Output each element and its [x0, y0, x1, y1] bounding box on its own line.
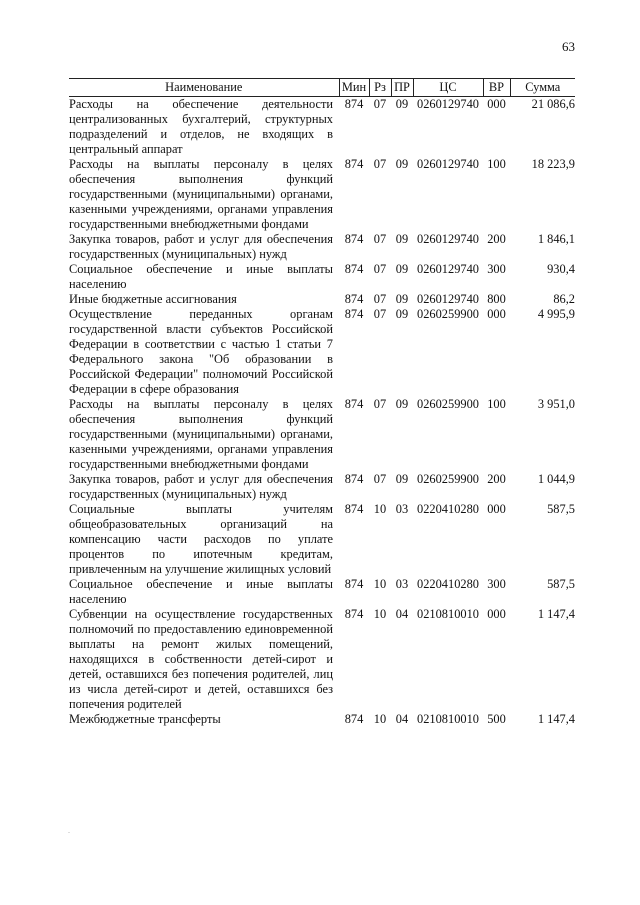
cell-vr: 000 — [487, 607, 506, 621]
cell-vr: 200 — [487, 232, 506, 246]
table-row — [69, 232, 575, 262]
table-row — [69, 712, 575, 727]
cell-rz: 07 — [373, 307, 387, 321]
cell-rz: 10 — [373, 577, 387, 591]
cell-name: Социальное обеспечение и иные выплаты населению — [69, 262, 333, 291]
cell-cs: 0260129740 — [417, 292, 479, 306]
table-row — [69, 397, 575, 472]
cell-min: 874 — [344, 577, 364, 591]
cell-sum: 3 951,0 — [537, 397, 575, 411]
cell-rz: 07 — [373, 97, 387, 111]
cell-vr: 200 — [487, 472, 506, 486]
cell-rz: 07 — [373, 157, 387, 171]
header-cs: ЦС — [413, 79, 483, 97]
cell-sum: 21 086,6 — [531, 97, 575, 111]
cell-name: Осуществление переданных органам государственной власти субъектов Российской Федерации в соответствии с частью 1 статьи 7 Федерального закона "Об образовании в Российской Федерации" полномочий Российской Федерации в сфере образования — [69, 307, 333, 396]
cell-min: 874 — [344, 97, 364, 111]
scan-mark: . — [68, 826, 70, 835]
cell-pr: 09 — [395, 397, 409, 411]
cell-vr: 000 — [487, 307, 506, 321]
cell-min: 874 — [344, 232, 364, 246]
cell-min: 874 — [344, 502, 364, 516]
table-row — [69, 292, 575, 307]
header-vr: ВР — [483, 79, 510, 97]
cell-cs: 0220410280 — [417, 502, 479, 516]
cell-vr: 000 — [487, 502, 506, 516]
cell-cs: 0260129740 — [417, 97, 479, 111]
table-row — [69, 307, 575, 397]
header-min: Мин — [339, 79, 369, 97]
header-pr: ПР — [391, 79, 413, 97]
cell-pr: 04 — [395, 607, 409, 621]
cell-min: 874 — [344, 307, 364, 321]
header-sum: Сумма — [510, 79, 575, 97]
cell-pr: 09 — [395, 292, 409, 306]
cell-name: Расходы на выплаты персоналу в целях обеспечения выполнения функций государственными (муниципальными) органами, казенными учреждениями, органами управления государственными внебюджетными фондами — [69, 397, 333, 471]
cell-name: Субвенции на осуществление государственных полномочий по предоставлению единовременной выплаты на ремонт жилых помещений, находящихся в собственности детей-сирот и детей, оставшихся без попечения родителей, лиц из числа детей-сирот и детей, оставшихся без попечения родителей — [69, 607, 333, 711]
cell-cs: 0260259900 — [417, 397, 479, 411]
cell-cs: 0210810010 — [417, 607, 479, 621]
table-row — [69, 262, 575, 292]
cell-pr: 04 — [395, 712, 409, 726]
table-row — [69, 607, 575, 712]
cell-cs: 0210810010 — [417, 712, 479, 726]
page-number: 63 — [562, 39, 575, 54]
cell-pr: 09 — [395, 97, 409, 111]
cell-cs: 0220410280 — [417, 577, 479, 591]
cell-pr: 09 — [395, 262, 409, 276]
cell-name: Социальное обеспечение и иные выплаты населению — [69, 577, 333, 606]
cell-rz: 07 — [373, 262, 387, 276]
cell-cs: 0260129740 — [417, 262, 479, 276]
cell-rz: 07 — [373, 292, 387, 306]
cell-pr: 09 — [395, 307, 409, 321]
cell-cs: 0260129740 — [417, 232, 479, 246]
cell-sum: 86,2 — [553, 292, 575, 306]
cell-cs: 0260129740 — [417, 157, 479, 171]
cell-sum: 1 147,4 — [537, 607, 575, 621]
cell-name: Расходы на выплаты персоналу в целях обеспечения выполнения функций государственными (муниципальными) органами, казенными учреждениями, органами управления государственными внебюджетными фондами — [69, 157, 333, 231]
cell-rz: 07 — [373, 397, 387, 411]
cell-name: Социальные выплаты учителям общеобразовательных организаций на компенсацию части расходов по уплате процентов по ипотечным кредитам, привлеченным на улучшение жилищных условий — [69, 502, 333, 576]
header-name: Наименование — [69, 79, 339, 97]
cell-vr: 300 — [487, 577, 506, 591]
cell-min: 874 — [344, 262, 364, 276]
cell-cs: 0260259900 — [417, 307, 479, 321]
cell-min: 874 — [344, 157, 364, 171]
cell-pr: 03 — [395, 502, 409, 516]
cell-vr: 800 — [487, 292, 506, 306]
cell-cs: 0260259900 — [417, 472, 479, 486]
cell-min: 874 — [344, 397, 364, 411]
cell-name: Межбюджетные трансферты — [69, 712, 221, 726]
cell-pr: 09 — [395, 472, 409, 486]
cell-pr: 09 — [395, 157, 409, 171]
budget-table — [69, 78, 575, 727]
cell-name: Расходы на обеспечение деятельности централизованных бухгалтерий, структурных подразделений и отделов, не входящих в центральный аппарат — [69, 97, 333, 156]
cell-vr: 100 — [487, 397, 506, 411]
cell-min: 874 — [344, 607, 364, 621]
cell-sum: 4 995,9 — [537, 307, 575, 321]
table-row — [69, 502, 575, 577]
cell-rz: 10 — [373, 607, 387, 621]
cell-pr: 03 — [395, 577, 409, 591]
cell-min: 874 — [344, 712, 364, 726]
header-rz: Рз — [369, 79, 391, 97]
cell-min: 874 — [344, 292, 364, 306]
table-row — [69, 472, 575, 502]
cell-rz: 07 — [373, 472, 387, 486]
cell-sum: 18 223,9 — [531, 157, 575, 171]
cell-sum: 587,5 — [547, 502, 575, 516]
cell-name: Закупка товаров, работ и услуг для обеспечения государственных (муниципальных) нужд — [69, 232, 333, 261]
cell-rz: 10 — [373, 502, 387, 516]
cell-vr: 100 — [487, 157, 506, 171]
cell-name: Иные бюджетные ассигнования — [69, 292, 237, 306]
table-row — [69, 577, 575, 607]
table-row — [69, 97, 575, 158]
cell-sum: 587,5 — [547, 577, 575, 591]
cell-rz: 07 — [373, 232, 387, 246]
cell-sum: 1 846,1 — [537, 232, 575, 246]
cell-sum: 930,4 — [547, 262, 575, 276]
cell-vr: 300 — [487, 262, 506, 276]
table-header-row — [69, 79, 575, 97]
table-row — [69, 157, 575, 232]
cell-vr: 000 — [487, 97, 506, 111]
cell-sum: 1 147,4 — [537, 712, 575, 726]
cell-vr: 500 — [487, 712, 506, 726]
cell-sum: 1 044,9 — [537, 472, 575, 486]
cell-name: Закупка товаров, работ и услуг для обеспечения государственных (муниципальных) нужд — [69, 472, 333, 501]
cell-min: 874 — [344, 472, 364, 486]
cell-rz: 10 — [373, 712, 387, 726]
cell-pr: 09 — [395, 232, 409, 246]
